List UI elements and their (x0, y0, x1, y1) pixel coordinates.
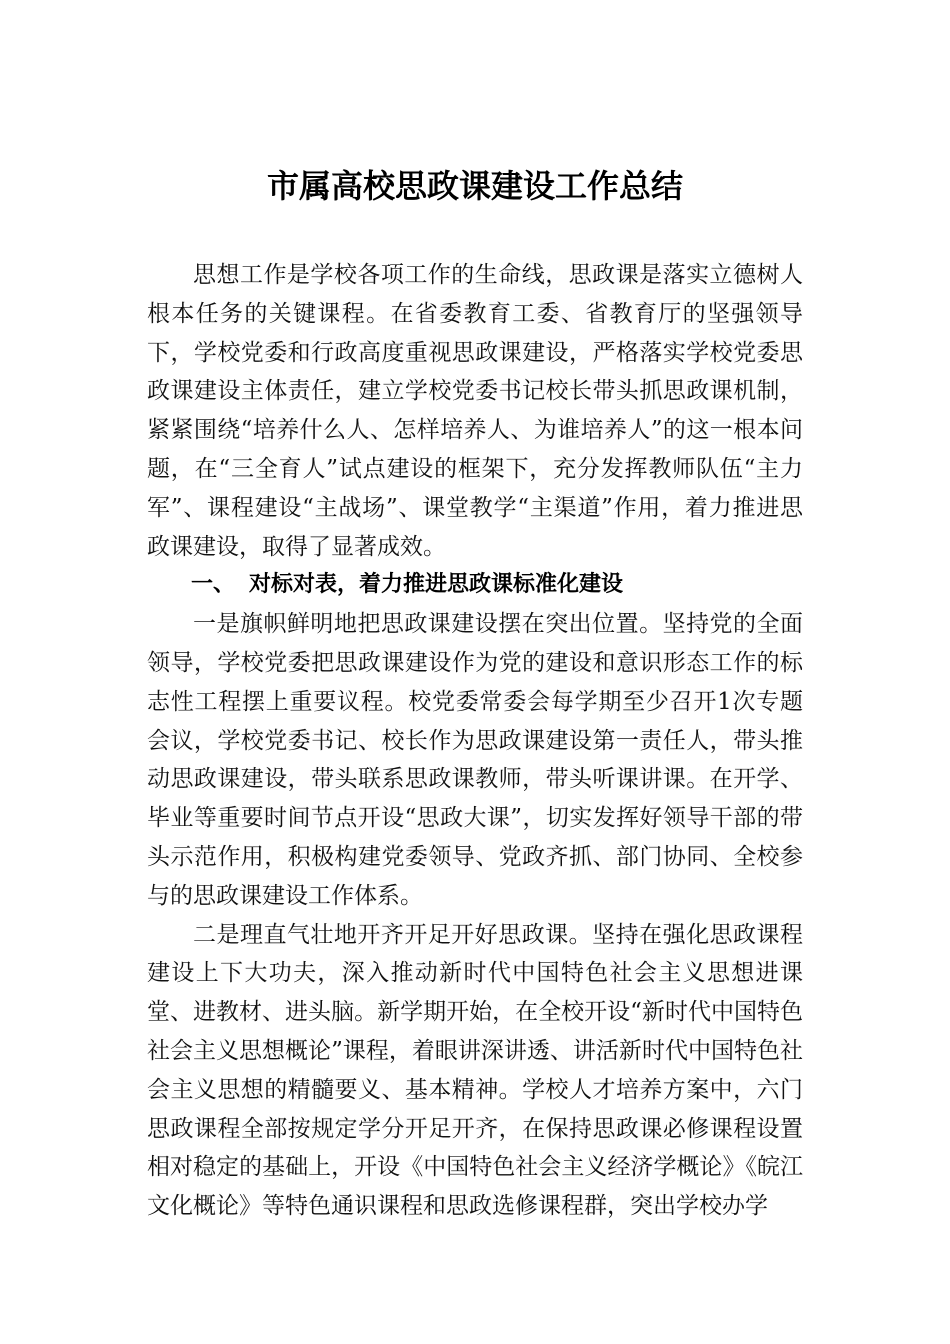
section-number: 一、 (191, 572, 236, 598)
document-title: 市属高校思政课建设工作总结 (266, 167, 683, 205)
document-body (147, 256, 803, 1226)
section-heading (147, 566, 803, 605)
section-heading-text: 对标对表，着力推进思政课标准化建设 (249, 572, 624, 598)
intro-paragraph: 思想工作是学校各项工作的生命线，思政课是落实立德树人根本任务的关键课程。在省委教育工委、省教育厅的坚强领导下，学校党委和行政高度重视思政课建设，严格落实学校党委思政课建设主体责任，建立学校党委书记校长带头抓思政课机制，紧紧围绕“培养什么人、怎样培养人、为谁培养人”的这一根本问题，在“三全育人”试点建设的框架下，充分发挥教师队伍“主力军”、课程建设“主战场”、课堂教学“主渠道”作用，着力推进思政课建设，取得了显著成效。 (147, 262, 803, 560)
paragraph-2: 二是理直气壮地开齐开足开好思政课。坚持在强化思政课程建设上下大功夫，深入推动新时代中国特色社会主义思想进课堂、进教材、进头脑。新学期开始，在全校开设“新时代中国特色社会主义思想概论”课程，着眼讲深讲透、讲活新时代中国特色社会主义思想的精髓要义、基本精神。学校人才培养方案中，六门思政课程全部按规定学分开足开齐，在保持思政课必修课程设置相对稳定的基础上，开设《中国特色社会主义经济学概论》《皖江文化概论》等特色通识课程和思政选修课程群，突出学校办学 (147, 921, 803, 1220)
paragraph-1: 一是旗帜鲜明地把思政课建设摆在突出位置。坚持党的全面领导，学校党委把思政课建设作为党的建设和意识形态工作的标志性工程摆上重要议程。校党委常委会每学期至少召开1次专题会议，学校党委书记、校长作为思政课建设第一责任人，带头推动思政课建设，带头联系思政课教师，带头听课讲课。在开学、毕业等重要时间节点开设“思政大课”，切实发挥好领导干部的带头示范作用，积极构建党委领导、党政齐抓、部门协同、全校参与的思政课建设工作体系。 (147, 611, 803, 909)
